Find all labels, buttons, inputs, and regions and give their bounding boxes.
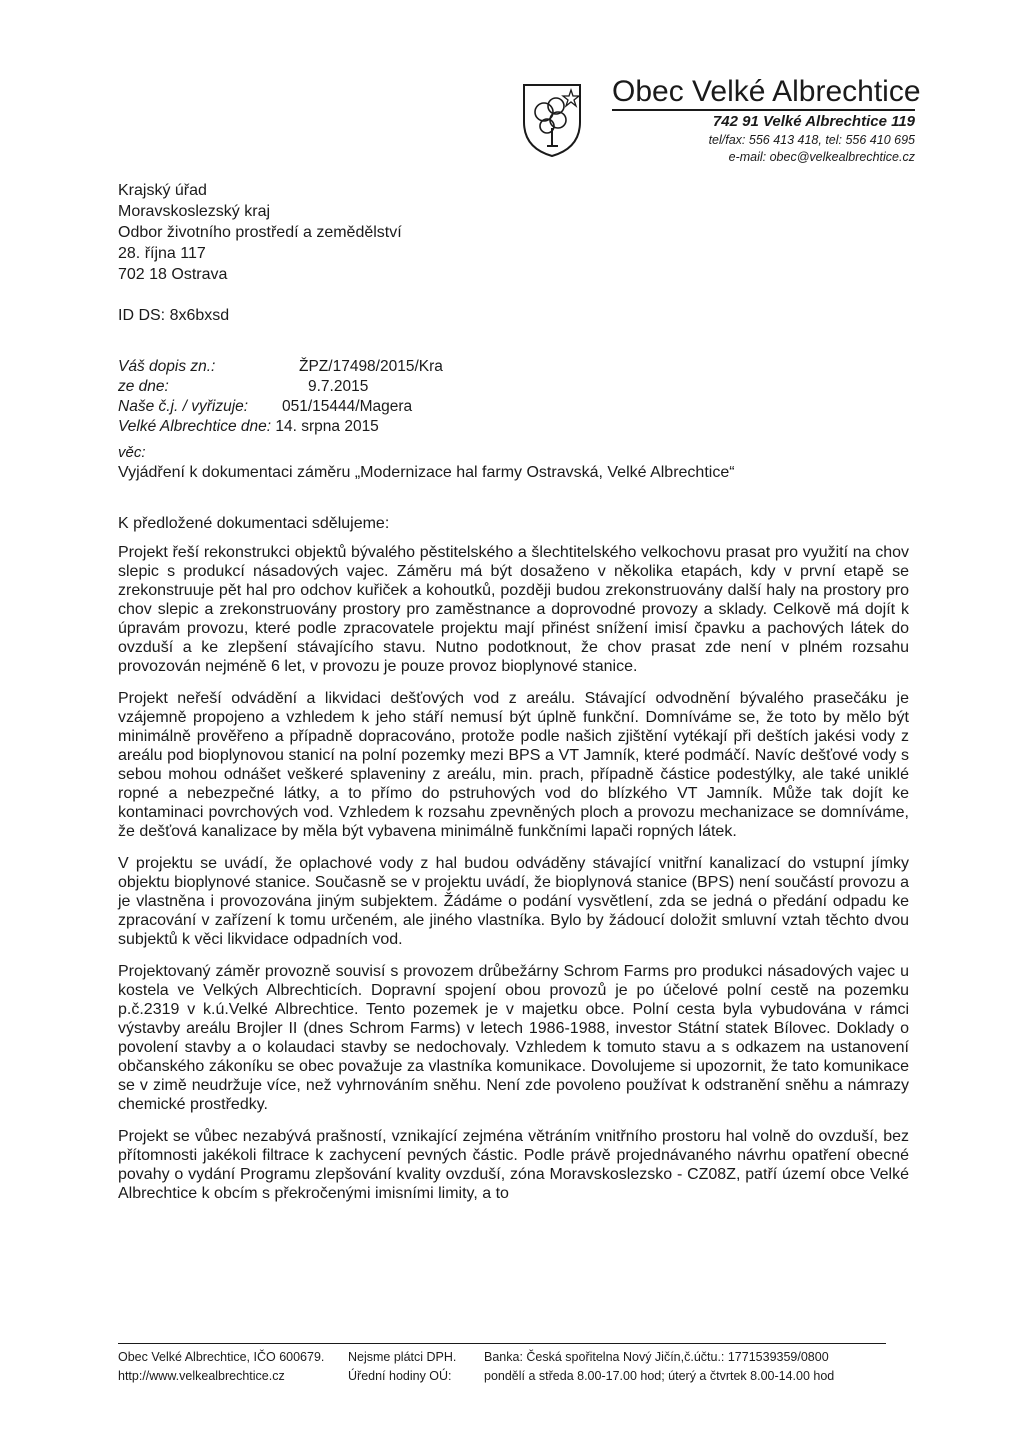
subject-label: věc: <box>118 444 146 461</box>
our-ref-value: 051/15444/Magera <box>282 398 413 415</box>
place-date-value: 14. srpna 2015 <box>275 418 379 435</box>
body-paragraph: Projektovaný záměr provozně souvisí s provozem drůbežárny Schrom Farms pro produkci násadových vajec u kostela ve Velkých Albrechticích. Dopravní spojení obou provozů je po účelové polní cestě na pozemku p.č.2319 v k.ú.Velké Albrechtice. Tento pozemek je v majetku obce. Polní cesta byla vybudována v rámci výstavby areálu Brojler II (dnes Schrom Farms) v letech 1986-1988, investor Státní statek Bílovec. Doklady o povolení stavby a o kolaudaci stavby se nedochovaly. Vzhledem k tomuto stavu a s odkazem na ustanovení občanského zákoníku se obec považuje za vlastníka komunikace. Dovolujeme si upozornit, že tato komunikace se v zimě neudržuje více, než vyhrnováním sněhu. Není zde povoleno používat k odstranění sněhu a námrazy chemické prostředky. <box>118 963 909 1113</box>
recipient-address <box>118 180 402 285</box>
body-paragraph: Projekt se vůbec nezabývá prašností, vznikající zejména větráním vnitřního prostoru hal volně do ovzduší, bez přítomnosti jakékoli filtrace k zachycení pevných částic. Podle právě projednávaného návrhu opatření obecné povahy o vydání Programu zlepšování kvality ovzduší, zóna Moravskoslezsko - CZ08Z, patří území obce Velké Albrechtice k obcím s překročenými imisními limity, a to <box>118 1128 909 1202</box>
footer-hours: pondělí a středa 8.00-17.00 hod; úterý a čtvrtek 8.00-14.00 hod <box>484 1369 835 1383</box>
footer-col-org <box>118 1348 324 1386</box>
footer-vat: Nejsme plátci DPH. <box>348 1350 457 1364</box>
data-box-id: ID DS: 8x6bxsd <box>118 307 230 324</box>
letterhead-divider <box>612 109 915 111</box>
date-value: 9.7.2015 <box>308 378 369 395</box>
footer-hours-label: Úřední hodiny OÚ: <box>348 1369 452 1383</box>
recipient-line: Krajský úřad <box>118 182 207 199</box>
subject-text: Vyjádření k dokumentaci záměru „Modernizace hal farmy Ostravská, Velké Albrechtice“ <box>118 464 735 481</box>
place-date-label: Velké Albrechtice dne: <box>118 418 272 435</box>
municipality-address: 742 91 Velké Albrechtice 119 <box>712 113 915 130</box>
phone-line: tel/fax: 556 413 418, tel: 556 410 695 <box>708 133 915 147</box>
our-ref-label: Naše č.j. / vyřizuje: <box>118 398 249 415</box>
letter-body <box>118 543 909 1216</box>
recipient-line: 28. října 117 <box>118 245 206 262</box>
municipality-contact <box>612 132 915 166</box>
reference-block <box>118 357 443 437</box>
intro-line: K předložené dokumentaci sdělujeme: <box>118 515 390 532</box>
recipient-line: 702 18 Ostrava <box>118 266 228 283</box>
email-line: e-mail: obec@velkealbrechtice.cz <box>728 150 915 164</box>
footer-web: http://www.velkealbrechtice.cz <box>118 1369 285 1383</box>
your-letter-label: Váš dopis zn.: <box>118 358 216 375</box>
body-paragraph: V projektu se uvádí, že oplachové vody z hal budou odváděny stávající vnitřní kanalizací do vstupní jímky objektu bioplynové stanice. Současně se v projektu uvádí, že bioplynová stanice (BPS) není součástí provozu a je vlastněna i provozována jiným subjektem. Žádáme o podání vysvětlení, zda se jedná o předání odpadu ke zpracování v zařízení k tomu určeném, ale jiného vlastníka. Bylo by žádoucí doložit smluvní vztah těchto dvou subjektů k věci likvidace odpadních vod. <box>118 855 909 948</box>
footer-col-bank <box>484 1348 834 1386</box>
your-letter-value: ŽPZ/17498/2015/Kra <box>299 358 443 375</box>
footer-org: Obec Velké Albrechtice, IČO 600679. <box>118 1350 325 1364</box>
body-paragraph: Projekt neřeší odvádění a likvidaci dešťových vod z areálu. Stávající odvodnění bývalého prasečáku je vzájemně propojeno a vzhledem k jeho stáří nemusí být úplně funkční. Domníváme se, že toto by mělo být minimálně prověřeno a případně dopracováno, protože podle našich zjištění vytékají při deštích jakési vody z areálu pod bioplynovou stanicí na polní pozemky mezi BPS a VT Jamník, které podmáčí. Navíc dešťové vody s sebou mohou odnášet veškeré splaveniny z areálu, min. prach, případně částice podestýlky, ale také uniklé ropné a nebezpečné látky, a to přímo do pstruhových vod do blízkého VT Jamník. Může tak dojít ke kontaminaci povrchových vod. Vzhledem k rozsahu zpevněných ploch a provozu mechanizace se domníváme, že dešťová kanalizace by měla být vybavena minimálně funkčními lapači ropných látek. <box>118 690 909 840</box>
recipient-line: Odbor životního prostředí a zemědělství <box>118 224 402 241</box>
date-label: ze dne: <box>118 378 169 395</box>
body-paragraph: Projekt řeší rekonstrukci objektů bývalého pěstitelského a šlechtitelského velkochovu prasat pro využití na chov slepic s produkcí násadových vajec. Záměru má být dosaženo v několika etapách, kdy v první etapě se zrekonstruuje pět hal pro odchov kuřiček a kohoutků, později budou zrekonstruovány další haly na prostory pro chov slepic a zrekonstruovány prostory pro zaměstnance a doprovodné provozy a sklady. Celkově má dojít k úpravám provozu, které podle zpracovatele projektu mají přinést snížení imisí čpavku a pachových látek do ovzduší a ke zlepšení stávajícího stavu. Nutno podotknout, že chov prasat zde není v plném rozsahu provozován nejméně 6 let, v provozu je pouze provoz bioplynové stanice. <box>118 544 909 675</box>
footer-divider <box>118 1343 886 1344</box>
municipal-coat-of-arms <box>521 82 583 158</box>
recipient-line: Moravskoslezský kraj <box>118 203 271 220</box>
footer-col-info <box>348 1348 456 1386</box>
footer-bank: Banka: Česká spořitelna Nový Jičín,č.účtu.: 1771539359/0800 <box>484 1350 829 1364</box>
municipality-name: Obec Velké Albrechtice <box>612 75 921 108</box>
